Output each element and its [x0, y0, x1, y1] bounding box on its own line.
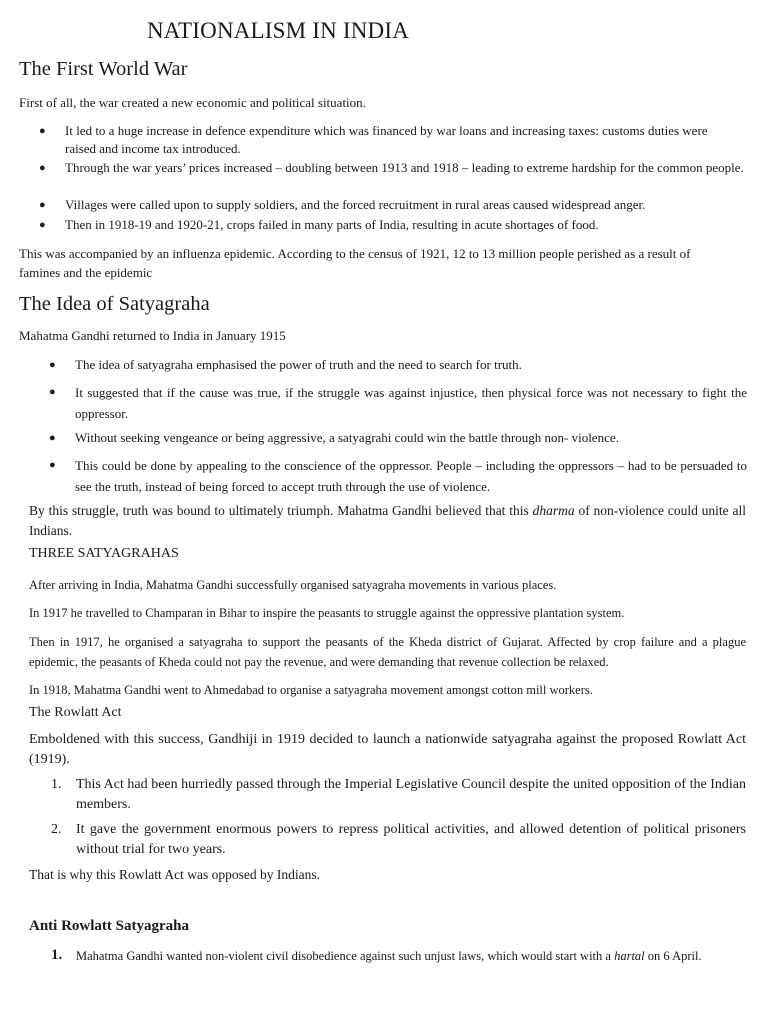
section-intro: First of all, the war created a new economic and political situation. — [19, 95, 366, 110]
bullet-icon: ● — [39, 162, 46, 174]
bullet-text: Villages were called upon to supply soldiers, and the forced recruitment in rural areas caused widespread anger. — [65, 197, 646, 212]
numbered-item: 1. Mahatma Gandhi wanted non-violent civil disobedience against such unjust laws, which would start with a hartal on 6 April. — [51, 947, 702, 963]
item-number: 2. — [51, 822, 62, 837]
numbered-item — [51, 775, 746, 815]
emphasis-hartal: hartal — [614, 949, 645, 963]
bullet-icon: ● — [39, 199, 46, 211]
bullet-icon: ● — [49, 386, 56, 398]
section-closing: This was accompanied by an influenza epidemic. According to the census of 1921, 12 to 13 million people perished as a result of famines and the epidemic — [19, 246, 691, 280]
paragraph: After arriving in India, Mahatma Gandhi successfully organised satyagraha movements in various places. — [29, 578, 557, 592]
bullet-text: It led to a huge increase in defence expenditure which was financed by war loans and increasing taxes: customs duties were raised and income tax introduced. — [65, 123, 708, 157]
bullet-item — [49, 356, 747, 374]
bullet-icon: ● — [39, 219, 46, 231]
item-number: 1. — [51, 777, 62, 792]
section-closing: By this struggle, truth was bound to ultimately triumph. Mahatma Gandhi believed that this dharma of non-violence could unite all Indians. — [29, 503, 746, 538]
bullet-icon: ● — [49, 432, 56, 444]
section-heading-idea-of-satyagraha: The Idea of Satyagraha — [19, 293, 210, 315]
section-heading-three-satyagrahas: THREE SATYAGRAHAS — [29, 546, 179, 561]
bullet-icon: ● — [49, 459, 56, 471]
bullet-icon: ● — [39, 125, 46, 137]
emphasis-dharma: dharma — [532, 503, 575, 518]
bullet-item — [49, 382, 747, 424]
bullet-item — [39, 196, 745, 214]
section-intro: Emboldened with this success, Gandhiji in 1919 decided to launch a nationwide satyagraha against the proposed Rowlatt Act (1919). — [29, 732, 746, 767]
paragraph: Then in 1917, he organised a satyagraha to support the peasants of the Kheda district of Gujarat. Affected by crop failure and a plague epidemic, the peasants of Kheda could not pay the revenue, and were demanding that revenue collection be relaxed. — [29, 635, 746, 669]
bullet-text: Without seeking vengeance or being aggressive, a satyagrahi could win the battle through non- violence. — [75, 430, 619, 445]
paragraph: In 1918, Mahatma Gandhi went to Ahmedabad to organise a satyagraha movement amongst cotton mill workers. — [29, 683, 593, 697]
bullet-item — [39, 216, 745, 234]
section-heading-rowlatt-act: The Rowlatt Act — [29, 705, 122, 720]
bullet-text: It suggested that if the cause was true, if the struggle was against injustice, then physical force was not necessary to fight the oppressor. — [75, 385, 747, 421]
item-number: 1. — [51, 947, 63, 963]
bullet-text: The idea of satyagraha emphasised the power of truth and the need to search for truth. — [75, 357, 522, 372]
item-text: This Act had been hurriedly passed through the Imperial Legislative Council despite the united opposition of the Indian members. — [76, 777, 746, 812]
page-title: NATIONALISM IN INDIA — [146, 18, 410, 43]
item-text: It gave the government enormous powers to repress political activities, and allowed detention of political prisoners without trial for two years. — [76, 822, 746, 857]
bullet-text: This could be done by appealing to the conscience of the oppressor. People – including the oppressors – had to be persuaded to see the truth, instead of being forced to accept truth through the use of violence. — [75, 458, 747, 494]
bullet-icon: ● — [49, 359, 56, 371]
section-intro: Mahatma Gandhi returned to India in January 1915 — [19, 328, 286, 343]
section-heading-anti-rowlatt-satyagraha: Anti Rowlatt Satyagraha — [29, 918, 189, 934]
bullet-text: Then in 1918-19 and 1920-21, crops failed in many parts of India, resulting in acute shortages of food. — [65, 217, 599, 232]
paragraph: In 1917 he travelled to Champaran in Bihar to inspire the peasants to struggle against the oppressive plantation system. — [29, 606, 625, 620]
bullet-item — [39, 159, 745, 177]
numbered-item — [51, 820, 746, 860]
section-heading-first-world-war: The First World War — [19, 58, 188, 80]
section-closing: That is why this Rowlatt Act was opposed by Indians. — [29, 867, 320, 882]
bullet-text: Through the war years’ prices increased – doubling between 1913 and 1918 – leading to extreme hardship for the common people. — [65, 160, 744, 175]
bullet-item — [39, 122, 735, 159]
bullet-item — [49, 429, 747, 447]
bullet-item — [49, 455, 747, 497]
